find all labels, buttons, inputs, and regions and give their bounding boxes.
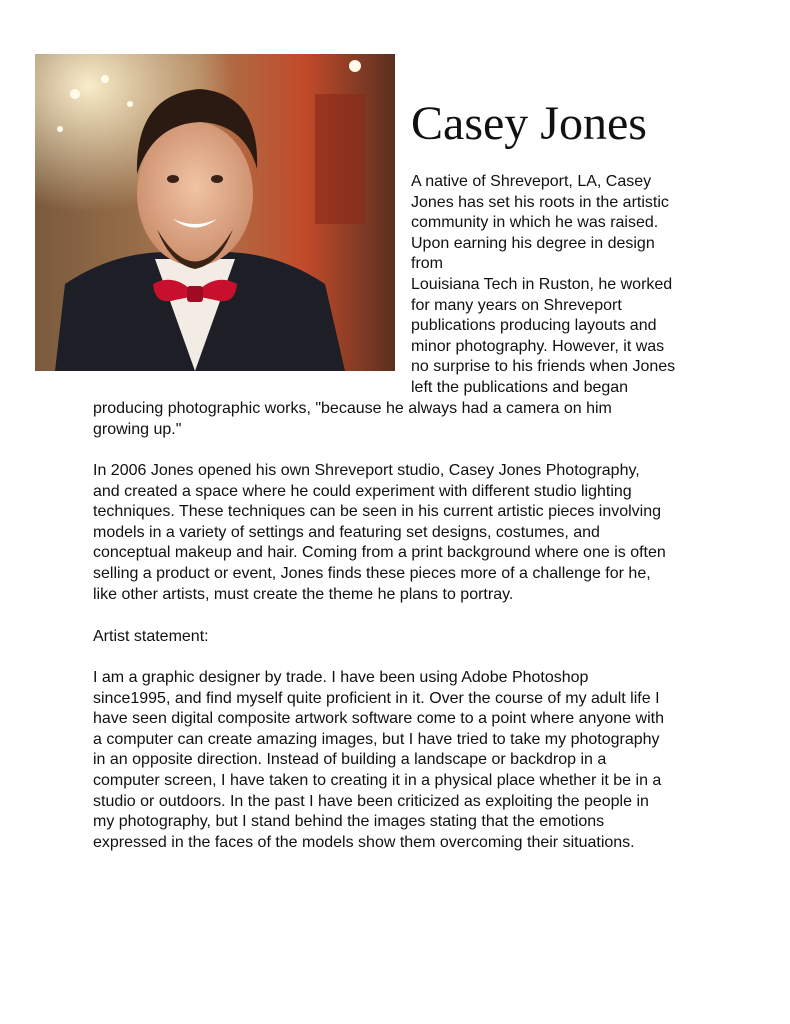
statement-line: have seen digital composite artwork software come to a point where anyone with [93, 710, 664, 728]
studio-line: techniques. These techniques can be seen in his current artistic pieces involving [93, 503, 662, 521]
studio-line: like other artists, must create the theme he plans to portray. [93, 585, 514, 603]
studio-line: conceptual makeup and hair. Coming from a print background where one is often [93, 544, 666, 562]
bio-line: no surprise to his friends when Jones [411, 358, 676, 376]
bio-line: from [411, 255, 443, 273]
studio-line: In 2006 Jones opened his own Shreveport studio, Casey Jones Photography, [93, 462, 640, 479]
bio-line: Louisiana Tech in Ruston, he worked [411, 275, 673, 293]
statement-line: expressed in the faces of the models show them overcoming their situations. [93, 833, 635, 851]
statement-line: a computer can create amazing images, but I have tried to take my photography [93, 730, 660, 748]
bio-line: growing up." [93, 420, 182, 438]
bio-line: minor photography. However, it was [411, 337, 665, 355]
studio-line: selling a product or event, Jones finds these pieces more of a challenge for he, [93, 564, 651, 582]
bio-line: publications producing layouts and [411, 317, 657, 335]
page-title: Casey Jones [411, 97, 647, 150]
bio-line: producing photographic works, "because he always had a camera on him [93, 400, 612, 417]
bio-line: community in which he was raised. [411, 214, 659, 232]
bio-intro-block [411, 172, 701, 399]
portrait-illustration [35, 54, 395, 371]
bio-line: left the publications and began [411, 378, 629, 396]
studio-paragraph [93, 461, 733, 605]
studio-line: and created a space where he could experiment with different studio lighting [93, 482, 632, 500]
bio-line: Jones has set his roots in the artistic [411, 193, 669, 211]
studio-line: models in a variety of settings and featuring set designs, costumes, and [93, 523, 600, 541]
artist-statement-paragraph [93, 668, 733, 853]
bio-continued-block [93, 399, 733, 440]
portrait-photo [35, 54, 395, 371]
statement-line: since1995, and find myself quite proficient in it. Over the course of my adult life I [93, 689, 660, 707]
statement-line: I am a graphic designer by trade. I have been using Adobe Photoshop [93, 669, 589, 686]
artist-statement-label: Artist statement: [93, 628, 209, 645]
statement-line: computer screen, I have taken to creating it in a physical place whether it be in a [93, 771, 662, 789]
bio-line: Upon earning his degree in design [411, 234, 655, 252]
bio-line: A native of Shreveport, LA, Casey [411, 173, 652, 190]
statement-line: studio or outdoors. In the past I have been criticized as exploiting the people in [93, 792, 649, 810]
statement-line: my photography, but I stand behind the images stating that the emotions [93, 813, 605, 831]
bio-line: for many years on Shreveport [411, 296, 622, 314]
statement-line: in an opposite direction. Instead of building a landscape or backdrop in a [93, 751, 607, 769]
